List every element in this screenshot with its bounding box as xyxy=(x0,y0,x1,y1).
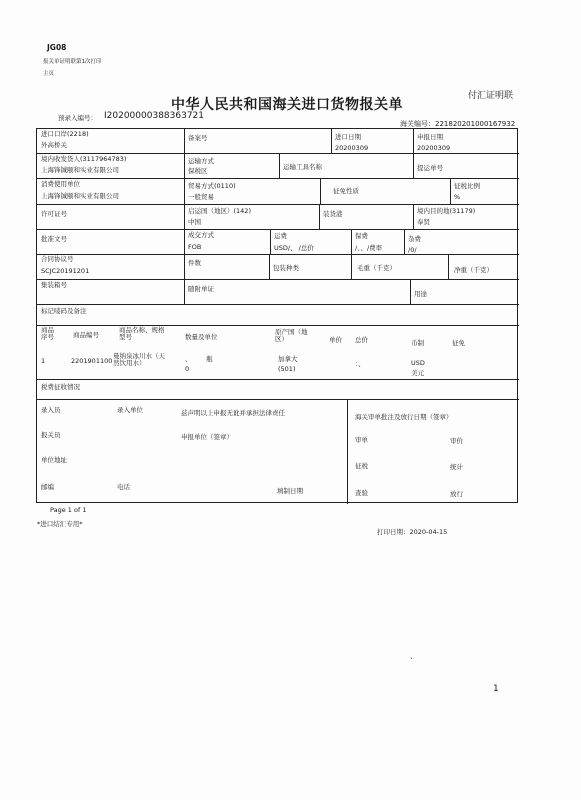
col-currency: 币制 xyxy=(411,339,424,347)
item-quantity: 、 瓶 0 xyxy=(185,355,213,373)
review-label: 审单 xyxy=(355,436,368,444)
postcode-label: 邮编 xyxy=(41,483,54,491)
consumer-value: 上海锋铖颐和实业有限公司 xyxy=(41,192,119,200)
origin-country-value: 中国 xyxy=(188,218,201,226)
destination-value: 奉贤 xyxy=(417,218,430,226)
unit-address-label: 单位地址 xyxy=(41,456,67,464)
deal-mode-label: 成交方式 xyxy=(188,231,214,239)
item-no: 1 xyxy=(41,357,46,365)
freight-label: 运费 xyxy=(274,232,287,240)
misc-fee-label: 杂费 xyxy=(408,235,421,243)
item-hs-code: 2201901100 xyxy=(71,357,113,365)
bill-no-label: 提运单号 xyxy=(417,164,443,172)
trade-mode-label: 贸易方式(0110) xyxy=(188,182,236,190)
import-port-label: 进口口岸(2218) xyxy=(41,130,89,138)
item-origin: 加拿大 (501) xyxy=(278,355,298,373)
release-label: 放行 xyxy=(450,490,463,498)
item-unit-price: ：、 xyxy=(355,360,365,368)
import-date-value: 20200309 xyxy=(335,144,369,152)
col-hs-code: 商品编号 xyxy=(73,331,99,339)
col-quantity: 数量及单位 xyxy=(185,333,218,341)
contract-value: SCJC20191201 xyxy=(41,267,90,275)
inspection-label: 查验 xyxy=(355,489,368,497)
declaration-form xyxy=(36,128,518,503)
package-type-label: 包装种类 xyxy=(273,264,299,272)
copy-label: 付汇证明联 xyxy=(468,91,514,101)
consignee-value: 上海锋铖颐和实业有限公司 xyxy=(41,166,119,174)
transport-tool-label: 运输工具名称 xyxy=(283,163,322,171)
usage-label: 用途 xyxy=(414,290,427,298)
col-exemption: 征免 xyxy=(452,339,465,347)
transport-label: 运输方式 xyxy=(188,157,214,165)
entry-unit-label: 录入单位 xyxy=(117,406,143,414)
statistics-label: 统计 xyxy=(450,463,463,471)
consumer-label: 消费使用单位 xyxy=(41,180,80,188)
contract-label: 合同协议号 xyxy=(41,255,74,263)
attached-docs-label: 随附单证 xyxy=(188,285,214,293)
item-currency: USD 美元 xyxy=(411,359,425,377)
consignee-label: 境内收发货人(3117964783) xyxy=(41,155,127,163)
transport-value: 保税区 xyxy=(188,167,208,175)
col-origin: 原产国（地 区） xyxy=(275,328,308,344)
entry-person-label: 录入员 xyxy=(41,406,61,414)
insurance-label: 保费 xyxy=(355,232,368,240)
tax-status-label: 税费征收情况 xyxy=(41,383,80,391)
declare-unit-label: 申报单位（签章） xyxy=(181,433,233,441)
tax-levy-label: 征税 xyxy=(355,462,368,470)
print-date: 打印日期：2020-04-15 xyxy=(377,528,448,536)
pieces-label: 件数 xyxy=(188,259,201,267)
col-goods-name: 商品名称、规格 型号 xyxy=(119,326,165,342)
trade-mode-value: 一般贸易 xyxy=(188,193,214,201)
customs-number: 海关编号：221820201000167932 xyxy=(400,120,516,128)
deal-mode-value: FOB xyxy=(188,243,202,251)
phone-label: 电话 xyxy=(117,483,130,491)
declare-date-label: 申报日期 xyxy=(417,133,443,141)
declaration-text: 兹声明以上申报无讹并承担法律责任 xyxy=(181,409,285,417)
form-code: JG08 xyxy=(47,43,67,52)
footer-note: *进口结汇专用* xyxy=(37,520,83,528)
col-item-no: 商品 序号 xyxy=(41,326,54,342)
pre-entry-label: 预录入编号： xyxy=(58,114,97,122)
item-goods-name: 曼纳泉冰川水（天 然饮用水） xyxy=(113,352,165,368)
destination-label: 境内目的地(31179) xyxy=(417,207,476,215)
gross-weight-label: 毛重（千克） xyxy=(357,264,396,272)
loading-port-label: 装货港 xyxy=(323,210,343,218)
page-indicator: Page 1 of 1 xyxy=(50,506,87,514)
freight-value: USD/、 /总价 xyxy=(274,244,314,252)
record-no-label: 备案号 xyxy=(188,134,208,142)
insurance-value: /、、/费率 xyxy=(355,244,383,252)
price-check-label: 审价 xyxy=(450,437,463,445)
subtitle: 主页 xyxy=(43,71,55,77)
page-number: 1 xyxy=(493,684,499,694)
misc-fee-value: /0/ xyxy=(408,246,417,254)
col-total: 总价 xyxy=(355,336,368,344)
tax-nature-label: 征免性质 xyxy=(333,187,359,195)
tax-ratio-value: % xyxy=(454,193,461,201)
license-no-label: 许可证号 xyxy=(41,210,67,218)
tax-ratio-label: 征税比例 xyxy=(454,182,480,190)
origin-country-label: 启运国（地区）(142) xyxy=(188,207,251,215)
col-unit-price: 单价 xyxy=(329,336,342,344)
marks-label: 标记唛码及备注 xyxy=(41,307,87,315)
stray-mark: 、 xyxy=(410,652,417,660)
net-weight-label: 净重（千克） xyxy=(454,266,493,274)
pre-entry-number: I20200000388363721 xyxy=(104,111,204,121)
declare-date-value: 20200309 xyxy=(417,144,451,152)
fill-date-label: 填制日期 xyxy=(277,487,303,495)
print-note: 报关单证明联第1次打印 xyxy=(43,59,102,65)
import-date-label: 进口日期 xyxy=(335,133,361,141)
page-title: 中华人民共和国海关进口货物报关单 xyxy=(171,97,403,113)
review-title: 海关审单批注及放行日期（签章） xyxy=(355,413,453,421)
container-no-label: 集装箱号 xyxy=(41,281,67,289)
declarer-label: 报关员 xyxy=(41,431,61,439)
import-port-value: 外高桥关 xyxy=(41,141,67,149)
approval-no-label: 批准文号 xyxy=(41,235,67,243)
